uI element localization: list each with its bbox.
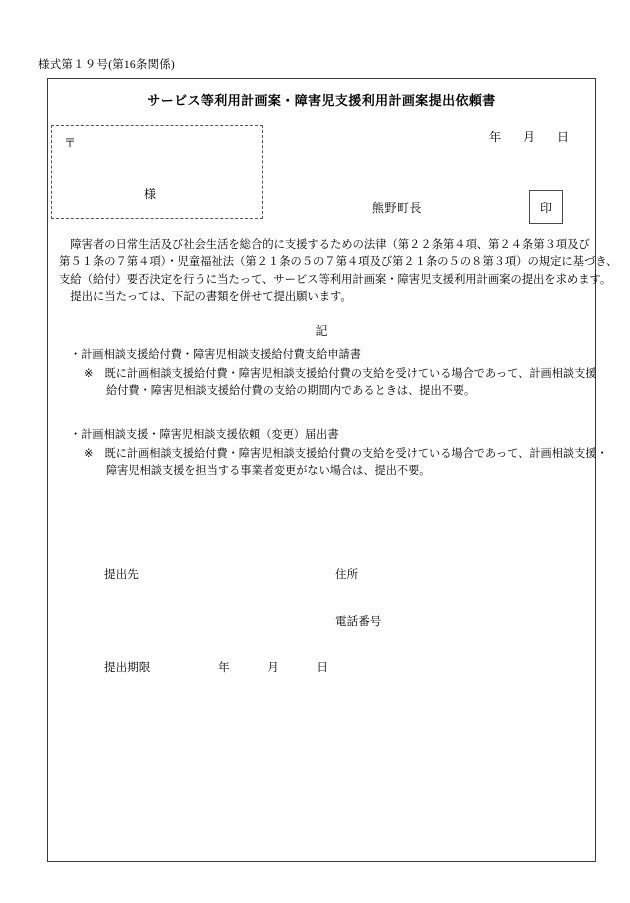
- body-line-1: 障害者の日常生活及び社会生活を総合的に支援するための法律（第２２条第４項、第２４条第３項及び: [59, 239, 590, 251]
- item-2-note: [70, 446, 608, 480]
- required-document-item-1: [70, 347, 597, 400]
- item-1-note-line-2: 給付費・障害児相談支援給付費の支給の期間内であるときは、提出不要。: [106, 385, 476, 397]
- phone-number-label: 電話番号: [335, 615, 382, 628]
- issue-date-line[interactable]: 年 月 日: [488, 130, 574, 144]
- deadline-label: 提出期限: [104, 661, 151, 674]
- deadline-date-line[interactable]: 年 月 日: [218, 661, 341, 674]
- form-number: 様式第１９号(第16条関係): [38, 59, 175, 71]
- item-2-note-line-1: ※ 既に計画相談支援給付費・障害児相談支援給付費の支給を受けている場合であって、計画相談支援・: [84, 448, 608, 460]
- item-1-title: ・計画相談支援給付費・障害児相談支援給付費支給申請書: [70, 349, 361, 361]
- item-2-note-line-2: 障害児相談支援を担当する事業者変更がない場合は、提出不要。: [106, 465, 431, 477]
- required-document-item-2: [70, 427, 608, 480]
- body-line-2: 第５１条の７第４項）・児童福祉法（第２１条の５の７第４項及び第２１条の５の８第３項）の規定に基づき、: [59, 256, 618, 269]
- addressee-honorific: 様: [143, 187, 156, 201]
- item-1-note-line-1: ※ 既に計画相談支援給付費・障害児相談支援給付費の支給を受けている場合であって、計画相談支援: [84, 368, 597, 380]
- postal-code-icon: 〒: [64, 136, 77, 150]
- item-2-title: ・計画相談支援・障害児相談支援依頼（変更）届出書: [70, 429, 339, 441]
- addressee-box[interactable]: [51, 125, 263, 219]
- issuer-name: 熊野町長: [372, 201, 423, 215]
- body-line-4: 提出に当たっては、下記の書類を併せて提出願います。: [59, 291, 352, 304]
- ki-heading: 記: [315, 324, 328, 338]
- body-paragraph: [59, 237, 618, 307]
- body-line-3: 支給（給付）要否決定を行うに当たって、サービス等利用計画案・障害児支援利用計画案の提出を求めます。: [59, 273, 612, 286]
- item-1-note: [70, 366, 597, 400]
- submit-to-label: 提出先: [104, 568, 139, 581]
- form-frame: [47, 78, 618, 862]
- address-label: 住所: [335, 568, 359, 581]
- seal-box: 印: [529, 190, 563, 224]
- page-title: サービス等利用計画案・障害児支援利用計画案提出依頼書: [147, 93, 496, 108]
